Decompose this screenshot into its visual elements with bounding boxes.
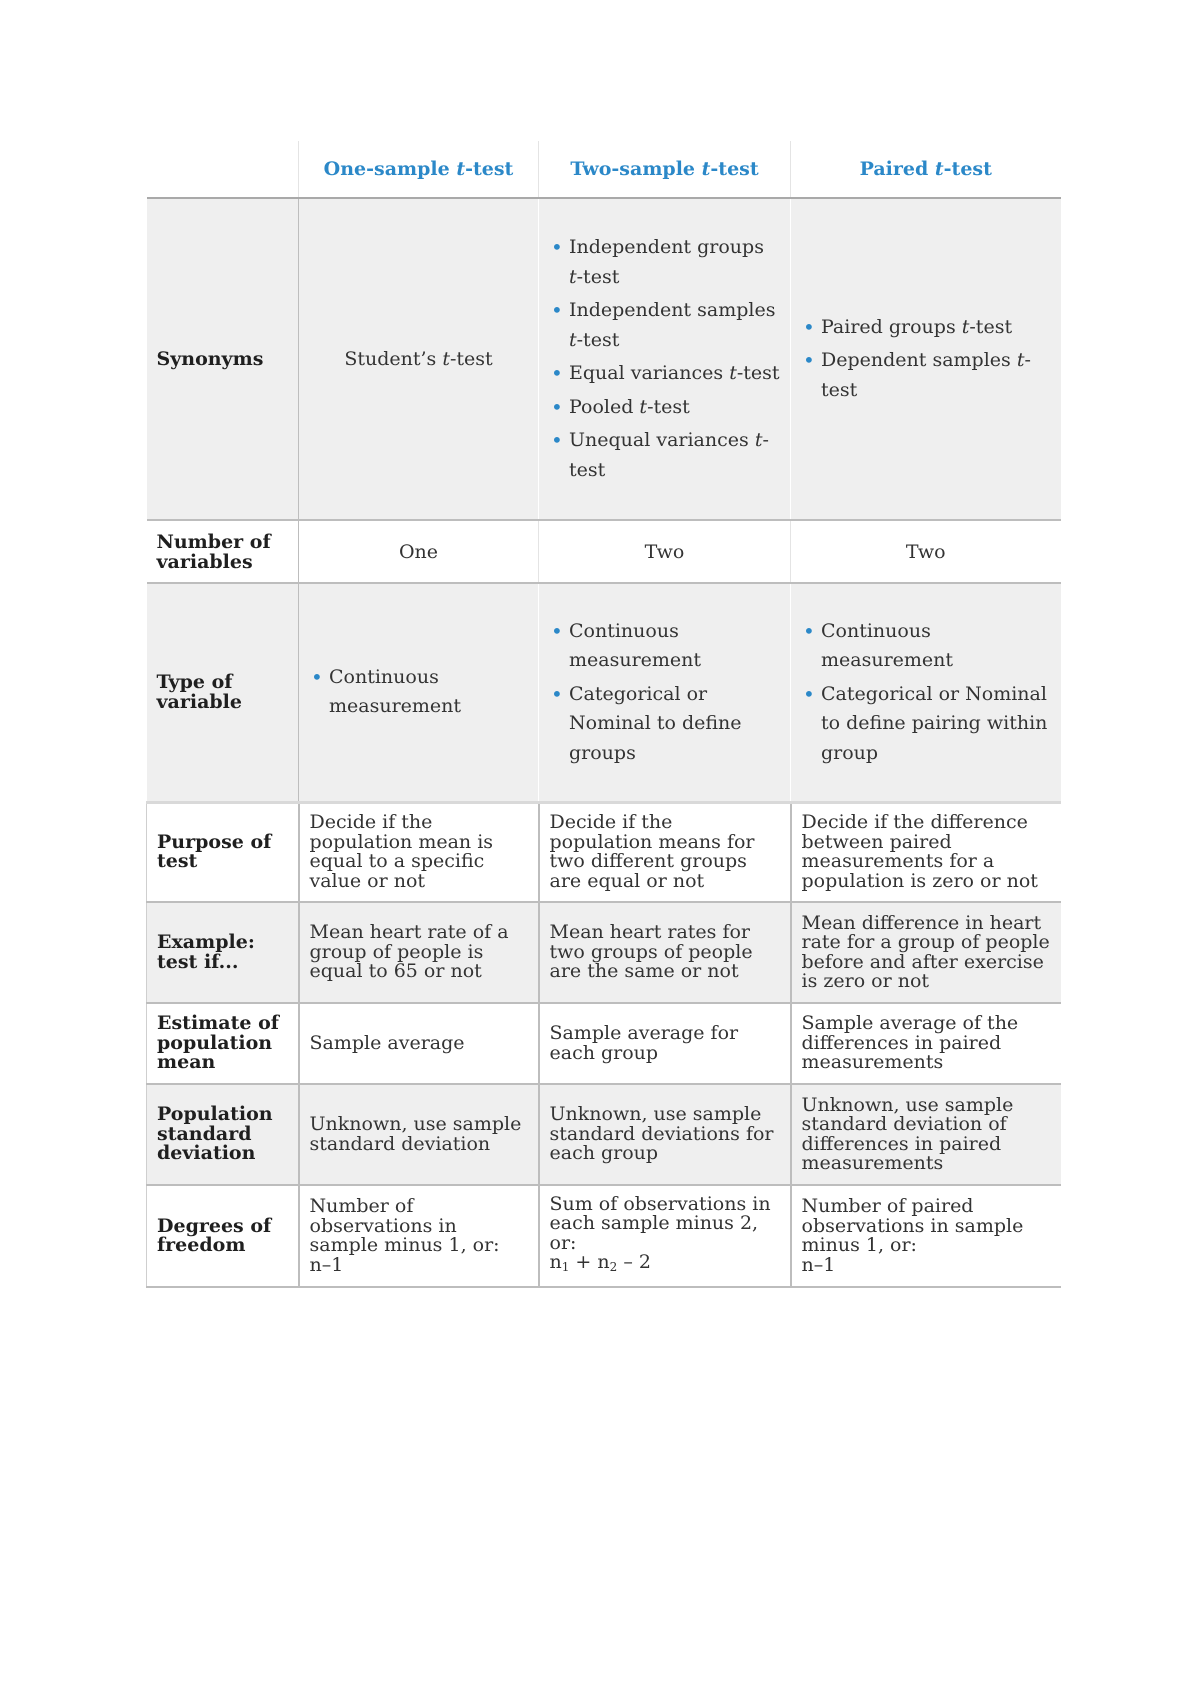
dof-text: Sum of observations in each sample minus 2, or: (549, 1192, 771, 1254)
dof-formula: n–1 (309, 1253, 344, 1276)
num-vars-one-sample: One (299, 520, 539, 583)
list-item: • Independent samples t-test (549, 296, 780, 355)
row-synonyms (147, 198, 1061, 520)
row-label-number-of-variables: Number of variables (147, 520, 299, 583)
synonyms-two-sample (539, 198, 791, 520)
purpose-one-sample: Decide if the population mean is equal to a specific value or not (299, 802, 539, 902)
list-item: • Independent groups t-test (549, 233, 780, 292)
t-test-comparison-table (146, 141, 1060, 1288)
row-population-sd (147, 1084, 1061, 1185)
dof-text: Number of paired observations in sample minus 1, or: (801, 1195, 1024, 1256)
row-label-estimate-of-mean: Estimate of population mean (147, 1003, 299, 1084)
row-label-type-of-variable: Type of variable (147, 583, 299, 802)
example-two-sample: Mean heart rates for two groups of people are the same or not (539, 902, 791, 1003)
header-one-sample: One-sample t-test (299, 141, 539, 198)
list-item: • Unequal variances t-test (549, 426, 780, 485)
list-item: • Paired groups t-test (801, 313, 1051, 343)
type-var-paired (791, 583, 1061, 802)
header-two-sample: Two-sample t-test (539, 141, 791, 198)
row-label-population-sd: Population standard deviation (147, 1084, 299, 1185)
num-vars-paired: Two (791, 520, 1061, 583)
type-var-two-sample (539, 583, 791, 802)
row-number-of-variables (147, 520, 1061, 583)
pop-sd-one-sample: Unknown, use sample standard deviation (299, 1084, 539, 1185)
row-type-of-variable (147, 583, 1061, 802)
row-label-example: Example: test if... (147, 902, 299, 1003)
num-vars-two-sample: Two (539, 520, 791, 583)
header-paired: Paired t-test (791, 141, 1061, 198)
list-item: • Categorical or Nominal to define pairing within group (801, 680, 1051, 769)
list-item: • Continuous measurement (549, 617, 780, 676)
row-label-purpose-of-test: Purpose of test (147, 802, 299, 902)
pop-sd-paired: Unknown, use sample standard deviation of differences in paired measurements (791, 1084, 1061, 1185)
list-item: • Categorical or Nominal to define groups (549, 680, 780, 769)
list-item: • Continuous measurement (801, 617, 1051, 676)
example-one-sample: Mean heart rate of a group of people is equal to 65 or not (299, 902, 539, 1003)
row-label-degrees-of-freedom: Degrees of freedom (147, 1185, 299, 1287)
row-label-synonyms: Synonyms (147, 198, 299, 520)
list-item: • Continuous measurement (309, 663, 528, 722)
synonyms-one-sample: Student’s t-test (299, 198, 539, 520)
row-estimate-of-mean (147, 1003, 1061, 1084)
purpose-paired: Decide if the difference between paired measurements for a population is zero or not (791, 802, 1061, 902)
synonyms-paired (791, 198, 1061, 520)
row-purpose-of-test (147, 802, 1061, 902)
dof-formula: n–1 (801, 1253, 836, 1276)
row-degrees-of-freedom (147, 1185, 1061, 1287)
list-item: • Equal variances t-test (549, 359, 780, 389)
purpose-two-sample: Decide if the population means for two different groups are equal or not (539, 802, 791, 902)
dof-text: Number of observations in sample minus 1, or: (309, 1195, 500, 1256)
type-var-one-sample (299, 583, 539, 802)
corner-cell (147, 141, 299, 198)
example-paired: Mean difference in heart rate for a group of people before and after exercise is zero or not (791, 902, 1061, 1003)
comparison-table (146, 141, 1061, 1288)
estimate-paired: Sample average of the differences in paired measurements (791, 1003, 1061, 1084)
dof-two-sample (539, 1185, 791, 1287)
list-item: • Dependent samples t-test (801, 346, 1051, 405)
list-item: • Pooled t-test (549, 393, 780, 423)
estimate-one-sample: Sample average (299, 1003, 539, 1084)
pop-sd-two-sample: Unknown, use sample standard deviations for each group (539, 1084, 791, 1185)
header-row (147, 141, 1061, 198)
dof-formula: $n_1 + n_2 - 2$ (549, 1251, 651, 1274)
dof-one-sample (299, 1185, 539, 1287)
estimate-two-sample: Sample average for each group (539, 1003, 791, 1084)
row-example (147, 902, 1061, 1003)
dof-paired (791, 1185, 1061, 1287)
